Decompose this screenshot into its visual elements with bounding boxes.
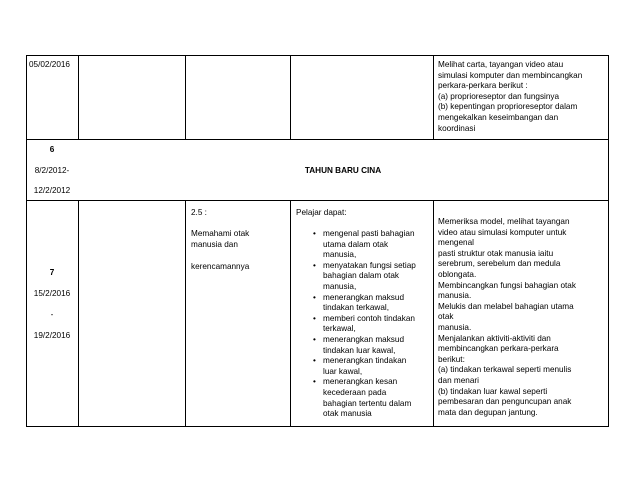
row3-date-dash: -: [50, 310, 54, 319]
outcome-item: [296, 314, 416, 335]
row3-date-start: 15/2/2016: [33, 289, 71, 298]
outcome-item: [296, 377, 416, 419]
col-border-1: [78, 55, 79, 140]
outcome-item: [296, 356, 416, 377]
row3-activity-line: mengenal: [438, 238, 474, 248]
outcome-line: menyatakan fungsi setiap: [323, 260, 416, 270]
outcome-line: otak manusia: [323, 409, 372, 419]
outcome-item: [296, 229, 416, 261]
bullet-icon: •: [313, 292, 316, 302]
row3-activity-line: membincangkan perkara-perkara: [438, 344, 559, 354]
row3-activity-line: pembesaran dan penguncupan anak: [438, 397, 572, 407]
col-border-3b: [290, 200, 291, 427]
row3-activity-line: otak: [438, 312, 454, 322]
standard-code: 2.5 :: [191, 208, 207, 217]
row-border-bottom: [26, 426, 609, 427]
row3-activity-line: serebrum, serebelum dan medula: [438, 259, 561, 269]
outcome-line: manusia,: [323, 250, 357, 260]
row1-activity-line: Melihat carta, tayangan video atau: [438, 60, 564, 69]
standard-line: manusia dan: [191, 239, 238, 249]
row3-activities: [438, 217, 576, 418]
row3-activity-line: Membincangkan fungsi bahagian otak: [438, 280, 576, 290]
row-border-1: [26, 139, 609, 140]
row3-activity-line: Melukis dan melabel bahagian utama: [438, 301, 574, 311]
row3-activity-line: manusia.: [438, 291, 472, 301]
row1-activity-line: perkara-perkara berikut :: [438, 81, 528, 91]
col-border-1b: [78, 200, 79, 427]
row-border-2: [26, 200, 609, 201]
outcome-line: menerangkan tindakan: [323, 356, 407, 366]
row3-activity-line: pasti struktur otak manusia iaitu: [438, 248, 554, 258]
row-border-top: [26, 55, 609, 56]
outcome-line: menerangkan kesan: [323, 377, 398, 387]
row1-activity-line: simulasi komputer dan membincangkan: [438, 70, 583, 80]
bullet-icon: •: [313, 334, 316, 344]
outcome-line: memberi contoh tindakan: [323, 313, 415, 323]
row3-activity-line: manusia.: [438, 322, 472, 332]
col-border-2: [185, 55, 186, 140]
outcomes-list: [296, 229, 416, 420]
outcome-line: tindakan luar kawal,: [323, 345, 396, 355]
row2-date-start: 8/2/2012-: [34, 166, 70, 175]
row3-activity-line: (b) tindakan luar kawal seperti: [438, 386, 548, 396]
outcome-line: bahagian tertentu dalam: [323, 398, 412, 408]
outcome-item: [296, 335, 416, 356]
col-border-2b: [185, 200, 186, 427]
holiday-label: TAHUN BARU CINA: [304, 166, 382, 175]
outcome-line: mengenal pasti bahagian: [323, 229, 415, 238]
bullet-icon: •: [313, 229, 316, 238]
row2-date-end: 12/2/2012: [33, 186, 71, 195]
standard-line: Memahami otak: [191, 229, 250, 238]
outcome-line: manusia,: [323, 281, 357, 291]
outcome-line: menerangkan maksud: [323, 334, 405, 344]
bullet-icon: •: [313, 313, 316, 323]
outcomes-intro: Pelajar dapat:: [296, 208, 347, 217]
standard-line: kerencamannya: [191, 262, 250, 271]
col-border-right: [608, 55, 609, 427]
col-border-left: [26, 55, 27, 427]
row1-activity-line: (a) proprioreseptor dan fungsinya: [438, 91, 560, 101]
row3-activity-line: oblongata.: [438, 269, 477, 279]
col-border-4: [433, 55, 434, 140]
outcome-item: [296, 293, 416, 314]
row1-activity-line: koordinasi: [438, 123, 476, 133]
standard-description: [191, 229, 249, 250]
outcome-line: menerangkan maksud: [323, 292, 405, 302]
row3-date-end: 19/2/2016: [33, 331, 71, 340]
row3-activity-line: Menjalankan aktiviti-aktiviti dan: [438, 333, 551, 343]
col-border-3: [290, 55, 291, 140]
row1-activities: [438, 60, 582, 134]
row3-week: 7: [49, 268, 55, 277]
row3-activity-line: Memeriksa model, melihat tayangan: [438, 217, 570, 226]
bullet-icon: •: [313, 260, 316, 270]
row3-activity-line: mata dan degupan jantung.: [438, 407, 538, 417]
row2-week: 6: [49, 145, 55, 154]
col-border-4b: [433, 200, 434, 427]
row3-activity-line: video atau simulasi komputer untuk: [438, 227, 567, 237]
outcome-line: utama dalam otak: [323, 239, 389, 249]
outcome-line: bahagian dalam otak: [323, 271, 400, 281]
row1-activity-line: mengekalkan keseimbangan dan: [438, 112, 559, 122]
outcome-line: terkawal,: [323, 324, 356, 334]
outcome-line: kecederaan pada: [323, 387, 387, 397]
bullet-icon: •: [313, 356, 316, 366]
row3-activity-line: berikut:: [438, 354, 465, 364]
outcome-item: [296, 261, 416, 293]
row3-activity-line: dan menari: [438, 375, 479, 385]
row1-activity-line: (b) kepentingan proprioreseptor dalam: [438, 102, 578, 112]
bullet-icon: •: [313, 377, 316, 387]
outcome-line: tindakan terkawal,: [323, 303, 389, 313]
outcome-line: luar kawal,: [323, 366, 363, 376]
row1-date: 05/02/2016: [29, 60, 70, 69]
row3-activity-line: (a) tindakan terkawal seperti menulis: [438, 365, 572, 375]
